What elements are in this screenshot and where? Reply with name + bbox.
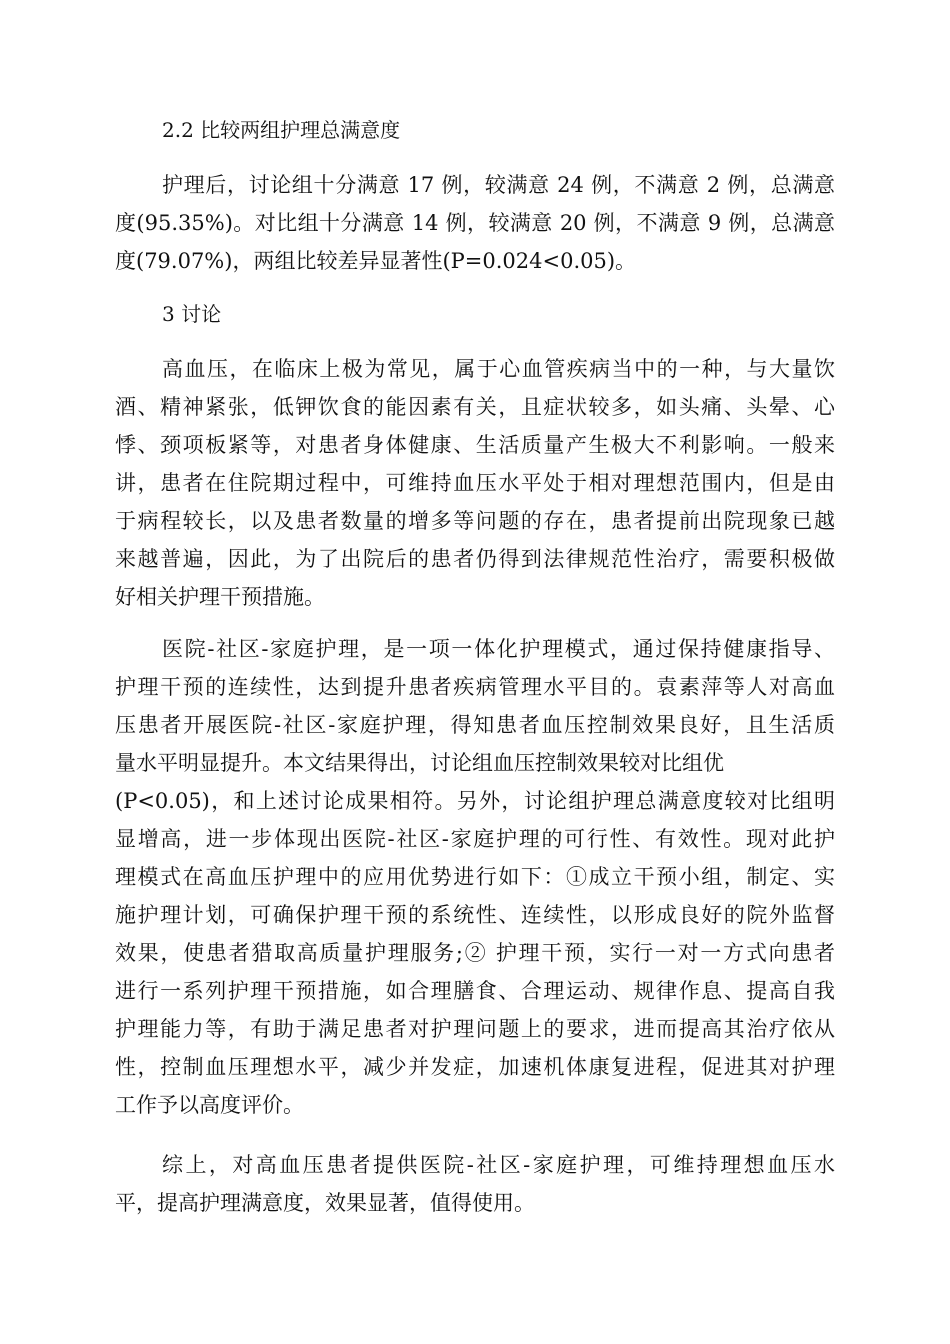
text-line: (P<0.05)，和上述讨论成果相符。另外，讨论组护理总满意度较对比组明 bbox=[115, 789, 835, 813]
text-line: 压患者开展医院-社区-家庭护理，得知患者血压控制效果良好，且生活质 bbox=[115, 713, 835, 737]
text-line: 度(79.07%)，两组比较差异显著性(P=0.024<0.05)。 bbox=[115, 249, 637, 273]
text-line: 医院-社区-家庭护理，是一项一体化护理模式，通过保持健康指导、 bbox=[162, 637, 835, 661]
text-line: 工作予以高度评价。 bbox=[115, 1093, 304, 1117]
text-line: 于病程较长，以及患者数量的增多等问题的存在，患者提前出院现象已越 bbox=[115, 509, 835, 533]
text-line: 效果，使患者猎取高质量护理服务;② 护理干预，实行一对一方式向患者 bbox=[115, 941, 835, 965]
text-line: 来越普遍，因此，为了出院后的患者仍得到法律规范性治疗，需要积极做 bbox=[115, 547, 835, 571]
section-heading-2-2: 2.2 比较两组护理总满意度 bbox=[162, 118, 401, 142]
text-line: 悸、颈项板紧等，对患者身体健康、生活质量产生极大不利影响。一般来 bbox=[115, 433, 835, 457]
text-line: 进行一系列护理干预措施，如合理膳食、合理运动、规律作息、提高自我 bbox=[115, 979, 835, 1003]
text-line: 护理后，讨论组十分满意 17 例，较满意 24 例，不满意 2 例，总满意 bbox=[162, 173, 835, 197]
text-line: 高血压，在临床上极为常见，属于心血管疾病当中的一种，与大量饮 bbox=[162, 357, 835, 381]
paragraph-hypertension-background bbox=[115, 350, 835, 616]
text-line: 护理干预的连续性，达到提升患者疾病管理水平目的。袁素萍等人对高血 bbox=[115, 675, 835, 699]
text-line: 讲，患者在住院期过程中，可维持血压水平处于相对理想范围内，但是由 bbox=[115, 471, 835, 495]
paragraph-satisfaction-results bbox=[115, 166, 835, 280]
text-line: 量水平明显提升。本文结果得出，讨论组血压控制效果较对比组优 bbox=[115, 751, 724, 775]
text-line: 平，提高护理满意度，效果显著，值得使用。 bbox=[115, 1191, 535, 1215]
text-line: 好相关护理干预措施。 bbox=[115, 585, 325, 609]
text-line: 综上，对高血压患者提供医院-社区-家庭护理，可维持理想血压水 bbox=[162, 1153, 835, 1177]
text-line: 酒、精神紧张，低钾饮食的能因素有关，且症状较多，如头痛、头晕、心 bbox=[115, 395, 835, 419]
text-line: 性，控制血压理想水平，减少并发症，加速机体康复进程，促进其对护理 bbox=[115, 1055, 835, 1079]
text-line: 护理能力等，有助于满足患者对护理问题上的要求，进而提高其治疗依从 bbox=[115, 1017, 835, 1041]
text-line: 度(95.35%)。对比组十分满意 14 例，较满意 20 例，不满意 9 例，总满意 bbox=[115, 211, 835, 235]
section-heading-3: 3 讨论 bbox=[162, 302, 222, 326]
paragraph-nursing-model bbox=[115, 630, 835, 1124]
text-line: 显增高，进一步体现出医院-社区-家庭护理的可行性、有效性。现对此护 bbox=[115, 827, 835, 851]
paragraph-conclusion bbox=[115, 1146, 835, 1222]
text-line: 施护理计划，可确保护理干预的系统性、连续性，以形成良好的院外监督 bbox=[115, 903, 835, 927]
text-line: 理模式在高血压护理中的应用优势进行如下：①成立干预小组，制定、实 bbox=[115, 865, 835, 889]
